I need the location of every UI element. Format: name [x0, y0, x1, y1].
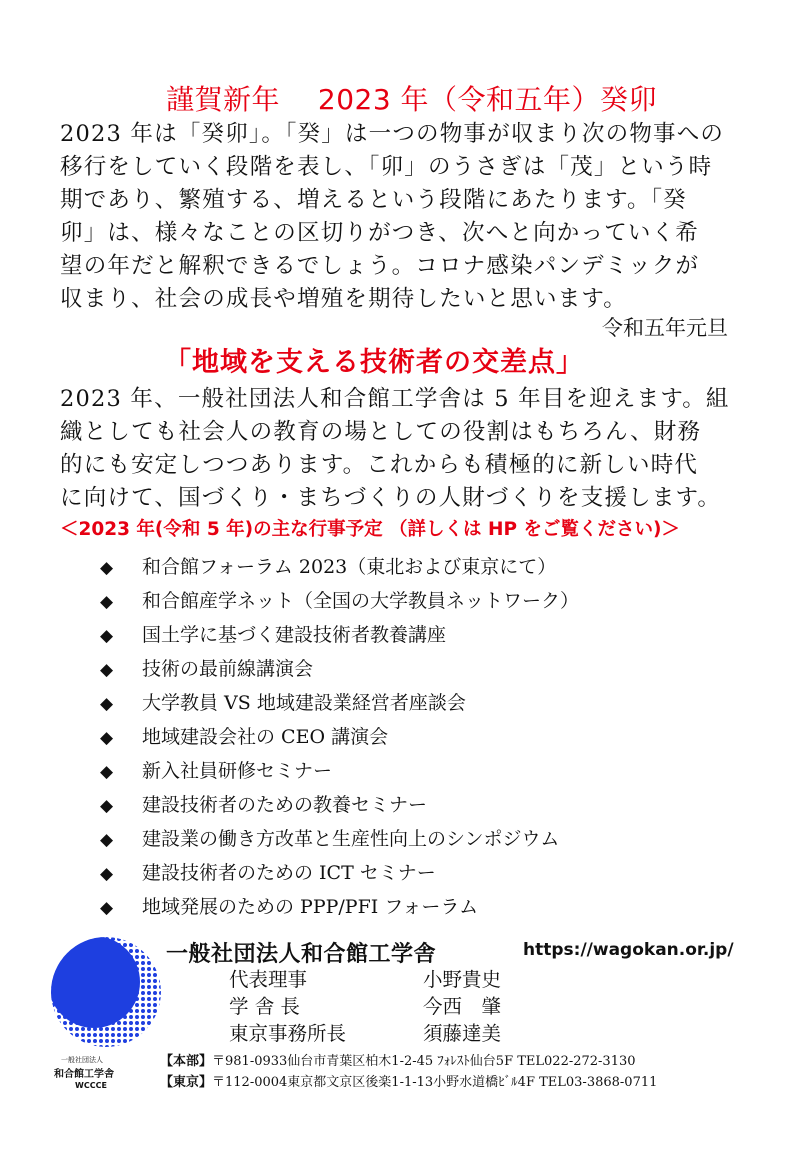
diamond-bullet-icon: ◆ — [100, 864, 114, 884]
officer-name: 小野貴史 — [423, 968, 502, 991]
address-label: 【東京】 — [160, 1075, 213, 1090]
event-label: 地域発展のための PPP/PFI フォーラム — [142, 896, 479, 918]
diamond-bullet-icon: ◆ — [100, 830, 114, 850]
diamond-bullet-icon: ◆ — [100, 762, 114, 782]
events-heading: ＜2023 年(令和 5 年)の主な行事予定 （詳しくは HP をご覧ください)＞ — [60, 519, 680, 540]
greeting-line: 移行をしていく段階を表し、「卯」のうさぎは「茂」という時 — [60, 154, 713, 180]
officer-role: 代表理事 — [229, 968, 308, 991]
event-label: 技術の最前線講演会 — [142, 658, 314, 680]
event-item — [100, 688, 466, 718]
diamond-bullet-icon: ◆ — [100, 694, 114, 714]
intro-line: に向けて、国づくり・まちづくりの人財づくりを支援します。 — [60, 485, 722, 511]
officer-name: 今西 肇 — [423, 995, 502, 1018]
website-link[interactable]: https://wagokan.or.jp/ — [523, 940, 734, 960]
intro-line: 2023 年、一般社団法人和合館工学舎は 5 年目を迎えます。組 — [60, 386, 730, 412]
event-label: 建設業の働き方改革と生産性向上のシンポジウム — [142, 828, 560, 850]
event-label: 建設技術者のための教養セミナー — [142, 794, 428, 816]
intro-line: 的にも安定しつつあります。これからも積極的に新しい時代 — [60, 452, 699, 478]
event-label: 和合館産学ネット（全国の大学教員ネットワーク） — [142, 590, 580, 612]
address-line — [160, 1071, 657, 1090]
event-item — [100, 790, 427, 820]
event-item — [100, 756, 332, 786]
event-item — [100, 552, 556, 582]
diamond-bullet-icon: ◆ — [100, 796, 114, 816]
event-item — [100, 892, 478, 922]
address-line — [160, 1050, 636, 1069]
intro-line: 織としても社会人の教育の場としての役割はもちろん、財務 — [60, 419, 702, 445]
new-year-date: 令和五年元旦 — [602, 316, 728, 340]
diamond-bullet-icon: ◆ — [100, 728, 114, 748]
event-label: 地域建設会社の CEO 講演会 — [142, 726, 389, 748]
logo-caption-name: 和合館工学舎 — [54, 1069, 114, 1080]
address-text: 〒112-0004東京都文京区後楽1-1-13小野水道橋ﾋﾞﾙ4F TEL03-3868-0711 — [212, 1075, 658, 1090]
address-text: 〒981-0933仙台市青葉区柏木1-2-45 ﾌｫﾚｽﾄ仙台5F TEL022-272-3130 — [212, 1054, 636, 1069]
greeting-line: 2023 年は「癸卯」。「癸」は一つの物事が収まり次の物事への — [60, 121, 725, 147]
diamond-bullet-icon: ◆ — [100, 898, 114, 918]
event-item — [100, 620, 446, 650]
organization-logo — [50, 936, 162, 1048]
organization-name: 一般社団法人和合館工学舎 — [166, 942, 437, 967]
logo-caption-abbr: WCCCE — [75, 1081, 107, 1090]
officer-name: 須藤達美 — [423, 1022, 502, 1045]
officer-role: 東京事務所長 — [229, 1022, 347, 1045]
event-label: 大学教員 VS 地域建設業経営者座談会 — [142, 692, 466, 714]
event-item — [100, 824, 559, 854]
event-label: 和合館フォーラム 2023（東北および東京にて） — [142, 556, 557, 578]
event-item — [100, 586, 579, 616]
greeting-line: 収まり、社会の成長や増殖を期待したいと思います。 — [60, 286, 628, 312]
event-label: 国土学に基づく建設技術者教養講座 — [142, 624, 447, 646]
diamond-bullet-icon: ◆ — [100, 558, 114, 578]
greeting-line: 望の年だと解釈できるでしょう。コロナ感染パンデミックが — [60, 253, 700, 279]
logo-caption-small: 一般社団法人 — [61, 1056, 103, 1064]
diamond-bullet-icon: ◆ — [100, 592, 114, 612]
slogan-heading: 「地域を支える技術者の交差点」 — [164, 347, 584, 378]
diamond-bullet-icon: ◆ — [100, 660, 114, 680]
event-label: 新入社員研修セミナー — [142, 760, 333, 782]
greeting-line: 卯」は、様々なことの区切りがつき、次へと向かっていく希 — [60, 220, 700, 246]
page-title: 謹賀新年 2023 年（令和五年）癸卯 — [166, 83, 658, 116]
address-label: 【本部】 — [160, 1054, 213, 1069]
event-item — [100, 858, 436, 888]
diamond-bullet-icon: ◆ — [100, 626, 114, 646]
event-item — [100, 722, 388, 752]
event-item — [100, 654, 313, 684]
greeting-line: 期であり、繁殖する、増えるという段階にあたります。「癸 — [60, 187, 687, 213]
event-label: 建設技術者のための ICT セミナー — [142, 862, 436, 884]
officer-role: 学 舎 長 — [229, 995, 300, 1018]
